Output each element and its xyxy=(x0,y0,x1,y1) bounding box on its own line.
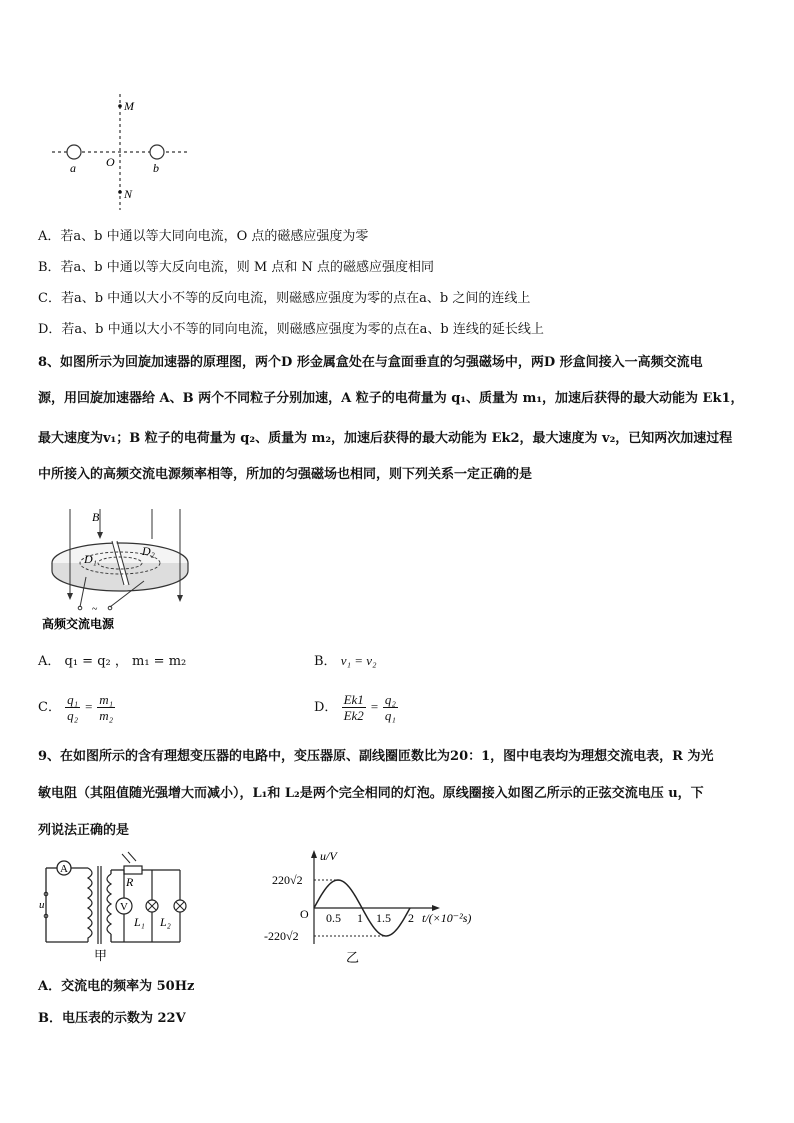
q8-text-line4: 中所接入的高频交流电源频率相等，所加的匀强磁场也相同，则下列关系一定正确的是 xyxy=(38,467,533,482)
q8-text-line1: 8、如图所示为回旋加速器的原理图，两个D 形金属盒处在与盒面垂直的匀强磁场中，两D 形盒间接入一高频交流电 xyxy=(38,355,703,370)
q8-option-b-eq: v₁ = v₂ xyxy=(340,653,377,668)
voltage-graph xyxy=(258,848,508,968)
q8-option-c-frac2: $\frac{\text{m₁}}{\text{m₂}}$ xyxy=(99,692,114,723)
q9-option-b: B．电压表的示数为 22V xyxy=(38,1011,186,1026)
figure-yi-label: 乙 xyxy=(346,951,360,966)
q8-option-c-prefix: C． xyxy=(38,700,61,715)
tick-2: 2 xyxy=(408,911,414,925)
cyclotron-figure xyxy=(40,505,200,635)
q7-option-d: D．若a、b 中通以大小不等的同向电流，则磁感应强度为零的点在a、b 连线的延长线上 xyxy=(38,322,544,337)
axis-x-label: t/(×10⁻²s) xyxy=(422,911,472,925)
ammeter-label: A xyxy=(60,863,68,875)
q8-option-b xyxy=(314,650,377,669)
axis-y-label: u/V xyxy=(320,849,337,863)
svg-text:~: ~ xyxy=(92,604,98,615)
label-M: M xyxy=(124,99,134,113)
label-b: b xyxy=(153,161,159,175)
cyclotron-label-B: B xyxy=(92,510,100,524)
tick-1: 1 xyxy=(357,911,363,925)
q8-option-d: D． $\frac{Ek1}{Ek2}$ = $\frac{\text{q₂}}{\text{q₁}}$ xyxy=(314,692,396,723)
figure-jia-label: 甲 xyxy=(94,949,108,964)
label-O: O xyxy=(106,155,115,169)
q8-text-line3: 最大速度为v₁；B 粒子的电荷量为 q₂、质量为 m₂，加速后获得的最大动能为 Ek2，最大速度为 v₂，已知两次加速过程 xyxy=(38,431,733,446)
tick-1.5: 1.5 xyxy=(376,911,391,925)
q9-text-line2: 敏电阻（其阻值随光强增大而减小），L₁和 L₂是两个完全相同的灯泡。原线圈接入如图乙所示的正弦交流电压 u，下 xyxy=(38,786,704,801)
q8-option-d-frac1: $\frac{Ek1}{Ek2}$ xyxy=(343,692,364,723)
tick-0.5: 0.5 xyxy=(326,911,341,925)
tick-top: 220√2 xyxy=(272,873,303,887)
q7-option-c: C．若a、b 中通以大小不等的反向电流，则磁感应强度为零的点在a、b 之间的连线上 xyxy=(38,291,531,306)
label-N: N xyxy=(124,187,133,201)
q8-option-b-prefix: B． xyxy=(314,654,337,669)
resistor-label: R xyxy=(126,875,134,889)
lamp-L2-label: L₂ xyxy=(160,915,171,929)
q8-option-d-frac2: $\frac{\text{q₂}}{\text{q₁}}$ xyxy=(384,692,396,723)
q8-option-c-frac1: $\frac{\text{q₁}}{\text{q₂}}$ xyxy=(67,692,79,723)
q9-text-line1: 9、在如图所示的含有理想变压器的电路中，变压器原、副线圈匝数比为20：1，图中电表均为理想交流电表，R 为光 xyxy=(38,749,714,764)
wires-figure xyxy=(50,92,190,212)
q7-option-a: A．若a、b 中通以等大同向电流，O 点的磁感应强度为零 xyxy=(38,229,369,244)
cyclotron-label-D2: D₂ xyxy=(142,544,155,558)
tick-origin: O xyxy=(300,907,309,921)
cyclotron-label-D1: D₁ xyxy=(84,552,97,566)
cyclotron-caption: 高频交流电源 xyxy=(42,617,115,631)
q8-text-line2: 源，用回旋加速器给 A、B 两个不同粒子分别加速，A 粒子的电荷量为 q₁、质量为 m₁，加速后获得的最大动能为 Ek1， xyxy=(38,391,744,406)
source-u-label: u xyxy=(39,899,45,911)
q9-text-line3: 列说法正确的是 xyxy=(38,823,130,838)
q8-option-d-prefix: D． xyxy=(314,700,338,715)
q9-option-a: A．交流电的频率为 50Hz xyxy=(38,979,195,994)
q8-option-c: C． $\frac{\text{q₁}}{\text{q₂}}$ = $\frac{\text{m₁}}{\text{m₂}}$ xyxy=(38,692,114,723)
lamp-L1-label: L₁ xyxy=(134,915,145,929)
q7-option-b: B．若a、b 中通以等大反向电流，则 M 点和 N 点的磁感应强度相同 xyxy=(38,260,434,275)
tick-bottom: -220√2 xyxy=(264,929,299,943)
q8-option-a: A． q₁ = q₂ ， m₁ = m₂ xyxy=(38,654,187,669)
label-a: a xyxy=(70,161,76,175)
circuit-figure xyxy=(38,850,198,965)
voltmeter-label: V xyxy=(120,901,128,913)
